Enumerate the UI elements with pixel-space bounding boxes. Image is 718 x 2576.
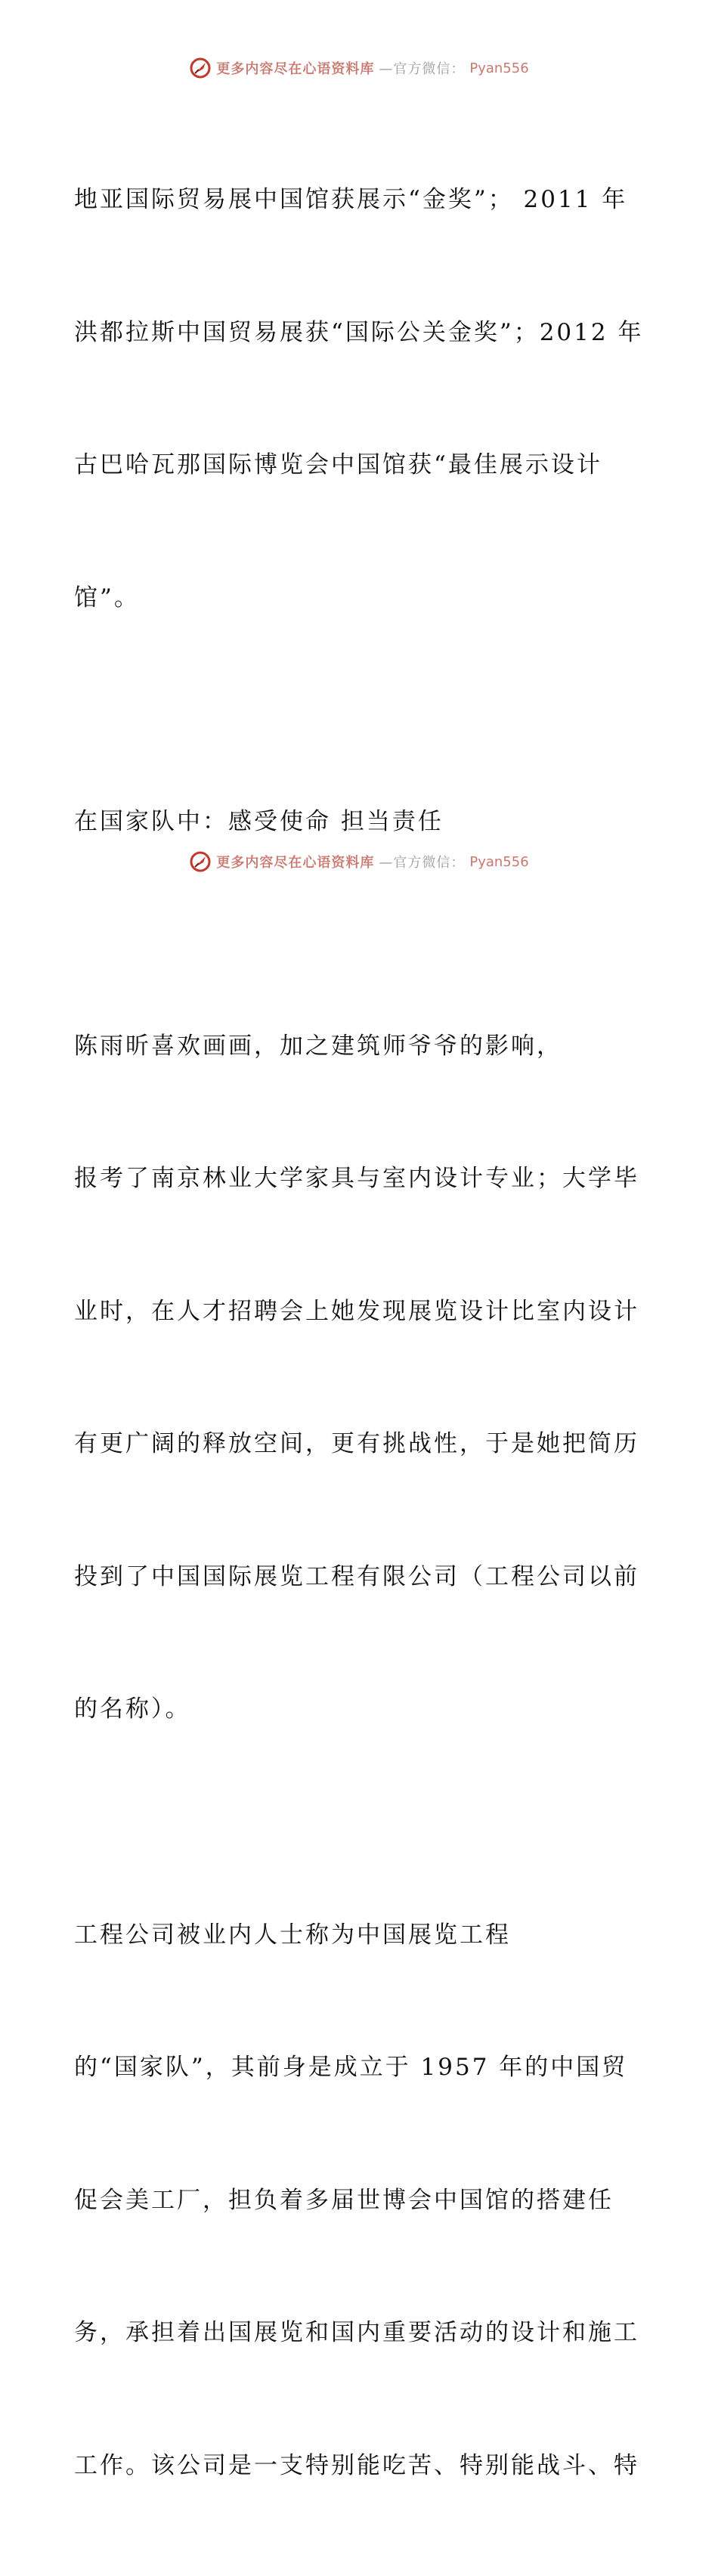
- paragraph-career: [74, 936, 648, 1820]
- text-line: 的“国家队”，其前身是成立于 1957 年的中国贸: [74, 2045, 648, 2090]
- paragraph-company: [74, 1825, 648, 2576]
- watermark-main-text: 更多内容尽在心语资料库: [216, 852, 374, 872]
- text-line: 报考了南京林业大学家具与室内设计专业；大学毕: [74, 1156, 648, 1201]
- watermark-wechat-id: Pyan556: [469, 854, 528, 870]
- paragraph-awards: [74, 89, 648, 708]
- watermark-separator: —官方微信：: [379, 852, 465, 872]
- heading-line: 在国家队中：感受使命 担当责任: [74, 800, 648, 844]
- footer-watermark: [0, 848, 718, 875]
- text-line: 业时，在人才招聘会上她发现展览设计比室内设计: [74, 1290, 648, 1334]
- header-watermark: [0, 54, 718, 82]
- quill-logo-icon: [189, 850, 212, 873]
- watermark-separator: —官方微信：: [379, 58, 465, 78]
- text-line: 有更广阔的释放空间，更有挑战性，于是她把简历: [74, 1422, 648, 1466]
- text-line: 工程公司被业内人士称为中国展览工程: [74, 1913, 648, 1958]
- text-line: 务，承担着出国展览和国内重要活动的设计和施工: [74, 2311, 648, 2355]
- text-line: 馆”。: [74, 576, 648, 621]
- text-line: 陈雨昕喜欢画画，加之建筑师爷爷的影响，: [74, 1024, 648, 1069]
- quill-logo-icon: [189, 57, 212, 79]
- watermark-wechat-id: Pyan556: [469, 60, 528, 76]
- text-line: 洪都拉斯中国贸易展获“国际公关金奖”；2012 年: [74, 311, 648, 355]
- text-line: 投到了中国国际展览工程有限公司（工程公司以前: [74, 1555, 648, 1599]
- section-heading: [74, 711, 648, 933]
- text-line: 古巴哈瓦那国际博览会中国馆获“最佳展示设计: [74, 443, 648, 488]
- text-line: 的名称）。: [74, 1687, 648, 1732]
- text-line: 促会美工厂，担负着多届世博会中国馆的搭建任: [74, 2178, 648, 2223]
- text-line: 地亚国际贸易展中国馆获展示“金奖”； 2011 年: [74, 178, 648, 222]
- text-line: 工作。该公司是一支特别能吃苦、特别能战斗、特: [74, 2444, 648, 2488]
- watermark-main-text: 更多内容尽在心语资料库: [216, 58, 374, 78]
- document-body: [74, 89, 648, 2576]
